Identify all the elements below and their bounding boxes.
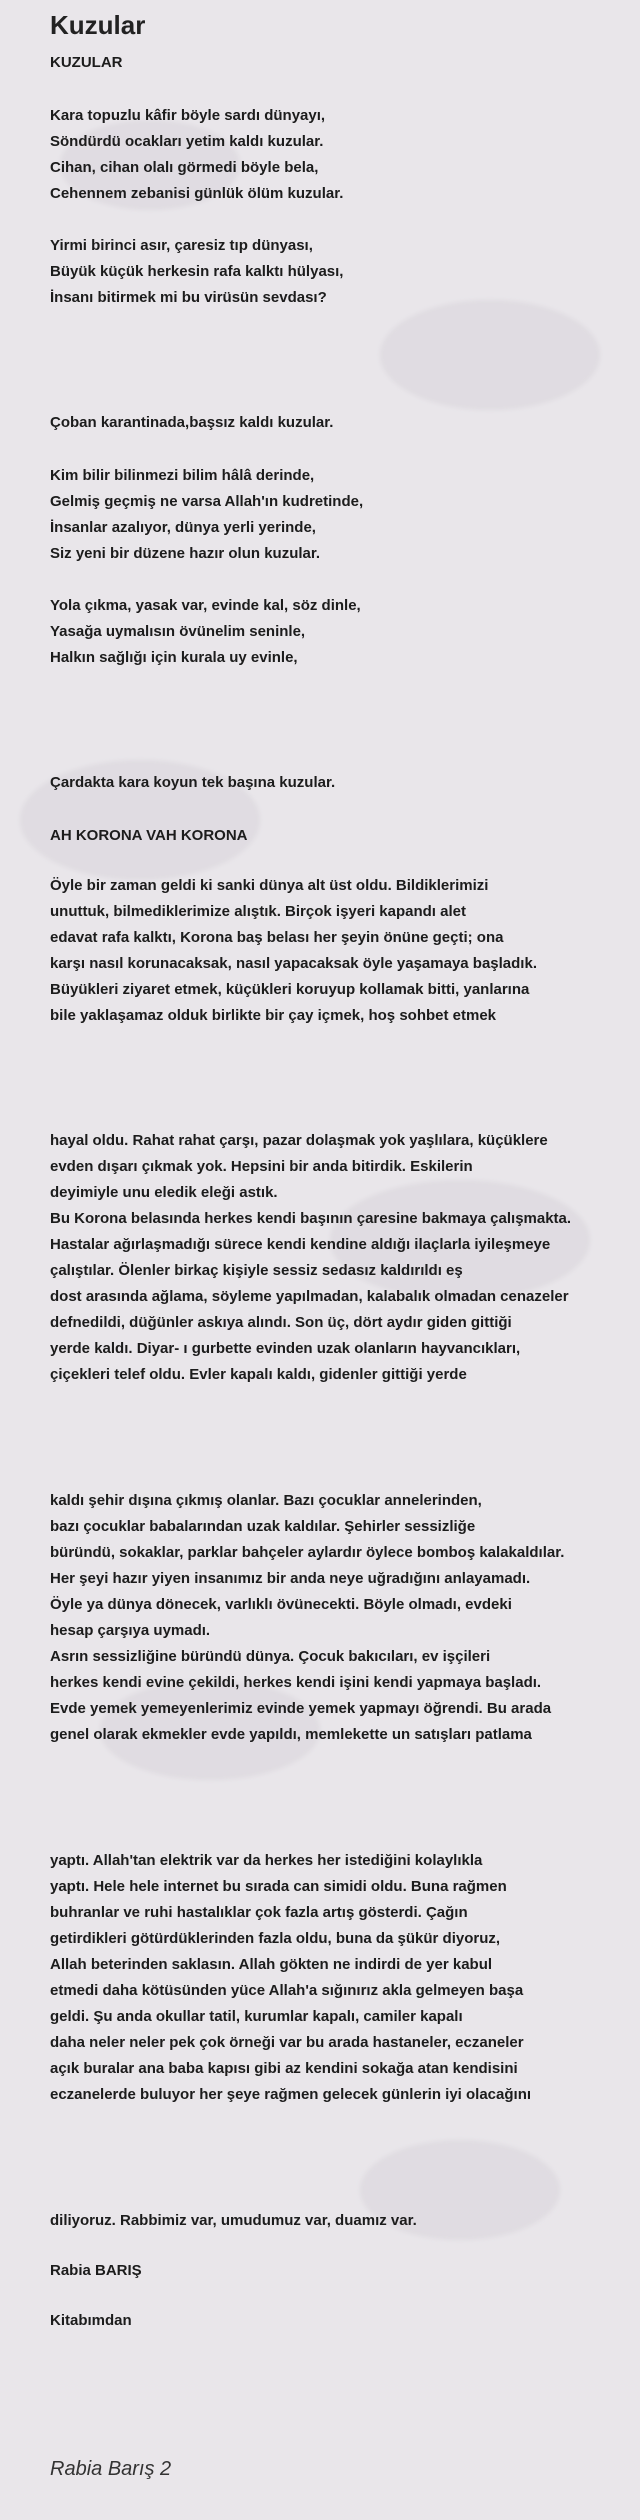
stanza-1: Kara topuzlu kâfir böyle sardı dünyayı, Söndürdü ocakları yetim kaldı kuzular. Cihan, cihan olalı görmedi böyle bela, Cehennem zebanisi günlük ölüm kuzular. [50,107,344,202]
signature: Rabia Barış 2 [50,2458,172,2480]
poem-heading: KUZULAR [50,54,123,71]
background-texture [380,300,600,410]
prose-heading: AH KORONA VAH KORONA [50,827,248,844]
prose-paragraph-5: diliyoruz. Rabbimiz var, umudumuz var, duamız var. [50,2212,417,2229]
stanza-4-refrain: Çardakta kara koyun tek başına kuzular. [50,774,336,791]
author-name: Rabia BARIŞ [50,2262,142,2279]
stanza-4: Yola çıkma, yasak var, evinde kal, söz dinle, Yasağa uymalısın övünelim seninle, Halkın sağlığı için kurala uy evinle, [50,597,361,666]
stanza-2: Yirmi birinci asır, çaresiz tıp dünyası, Büyük küçük herkesin rafa kalktı hülyası, İnsanı bitirmek mi bu virüsün sevdası? [50,237,344,306]
page-title: Kuzular [50,10,146,40]
prose-paragraph-1: Öyle bir zaman geldi ki sanki dünya alt üst oldu. Bildiklerimizi unuttuk, bilmediklerimize alıştık. Birçok işyeri kapandı alet edavat rafa kalktı, Korona baş belası her şeyin önüne geçti; ona karşı nasıl korunacaksak, nasıl yapacaksak öyle yaşamaya başladık. Büyükleri ziyaret etmek, küçükleri koruyup kollamak bitti, yanlarına bile yaklaşamaz olduk birlikte bir çay içmek, hoş sohbet etmek [50,877,537,1024]
prose-paragraph-3: kaldı şehir dışına çıkmış olanlar. Bazı çocuklar annelerinden, bazı çocuklar babalarından uzak kaldılar. Şehirler sessizliğe büründü, sokaklar, parklar bahçeler aylardır öylece bomboş kalakaldılar. Her şeyi hazır yiyen insanımız bir anda neye uğradığını anlayamadı. Öyle ya dünya dönecek, varlıklı övünecekti. Böyle olmadı, evdeki hesap çarşıya uymadı. Asrın sessizliğine büründü dünya. Çocuk bakıcıları, ev işçileri herkes kendi evine çekildi, herkes kendi işini kendi yapmaya başladı. Evde yemek yemeyenlerimiz evinde yemek yapmayı öğrendi. Bu arada genel olarak ekmekler evde yapıldı, memlekette un satışları patlama [50,1492,565,1743]
prose-paragraph-2: hayal oldu. Rahat rahat çarşı, pazar dolaşmak yok yaşlılara, küçüklere evden dışarı çıkmak yok. Hepsini bir anda bitirdik. Eskilerin deyimiyle unu eledik eleği astık. Bu Korona belasında herkes kendi başının çaresine bakmaya çalışmakta. Hastalar ağırlaşmadığı sürece kendi kendine aldığı ilaçlarla iyileşmeye çalıştılar. Ölenler birkaç kişiyle sessiz sedasız kaldırıldı eş dost arasında ağlama, söyleme yapılmadan, kalabalık olmadan cenazeler defnedildi, düğünler askıya alındı. Son üç, dört aydır giden gittiği yerde kaldı. Diyar- ı gurbette evinden uzak olanların hayvancıkları, çiçekleri telef oldu. Evler kapalı kaldı, gidenler gittiği yerde [50,1132,572,1383]
stanza-3: Kim bilir bilinmezi bilim hâlâ derinde, Gelmiş geçmiş ne varsa Allah'ın kudretinde, İnsanlar azalıyor, dünya yerli yerinde, Siz yeni bir düzene hazır olun kuzular. [50,467,364,562]
prose-paragraph-4: yaptı. Allah'tan elektrik var da herkes her istediğini kolaylıkla yaptı. Hele hele internet bu sırada can simidi oldu. Buna rağmen buhranlar ve ruhi hastalıklar çok fazla artış gösterdi. Çağın getirdikleri götürdüklerinden fazla oldu, buna da şükür diyoruz, Allah beterinden saklasın. Allah gökten ne indirdi de yer kabul etmedi daha kötüsünden yüce Allah'a sığınırız akla gelmeyen başa geldi. Şu anda okullar tatil, kurumlar kapalı, camiler kapalı daha neler neler pek çok örneği var bu arada hastaneler, eczaneler açık buralar ana baba kapısı gibi az kendini sokağa atan kendisini eczanelerde buluyor her şeye rağmen gelecek günlerin iyi olacağını [50,1852,532,2103]
stanza-2-refrain: Çoban karantinada,başsız kaldı kuzular. [50,414,334,431]
source-note: Kitabımdan [50,2312,132,2329]
